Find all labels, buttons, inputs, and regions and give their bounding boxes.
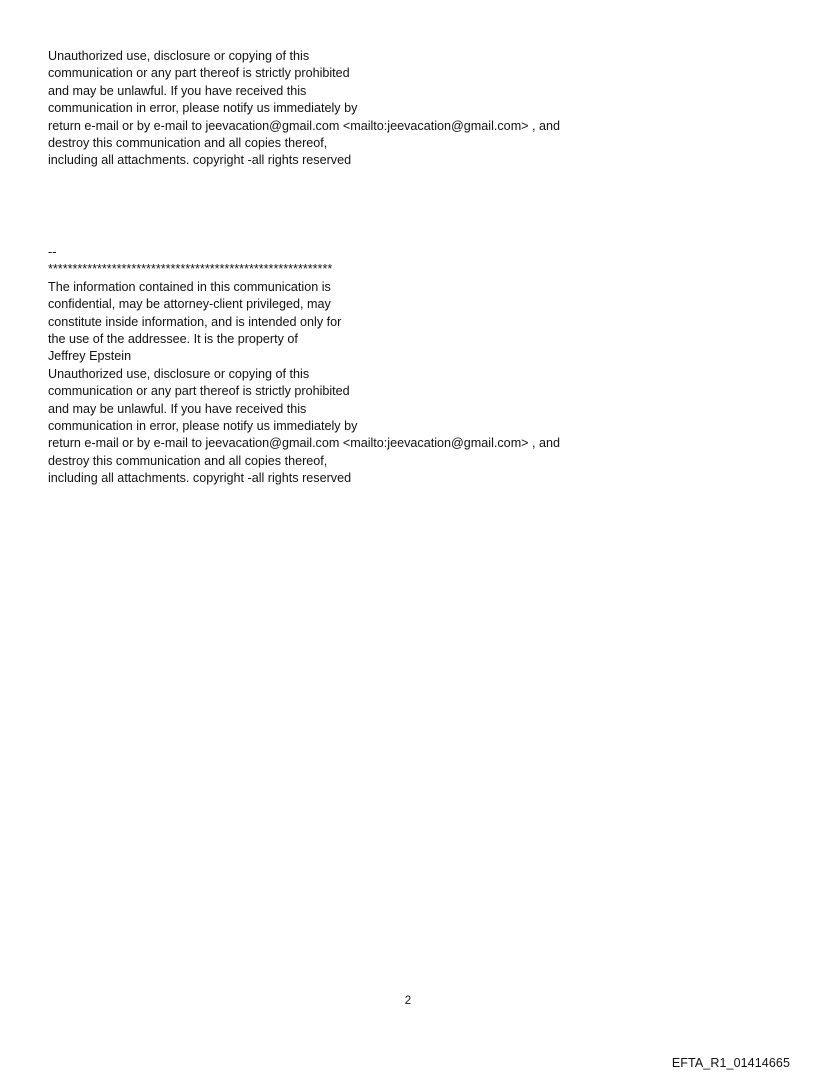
text-line: and may be unlawful. If you have received this bbox=[48, 401, 307, 416]
disclaimer-block-2 bbox=[48, 244, 560, 488]
bates-number: EFTA_R1_01414665 bbox=[671, 1056, 790, 1070]
text-line: including all attachments. copyright -all rights reserved bbox=[48, 471, 352, 486]
text-line: The information contained in this communication is bbox=[48, 279, 331, 294]
disclaimer-block-1 bbox=[48, 48, 560, 170]
text-line: including all attachments. copyright -all rights reserved bbox=[48, 153, 352, 168]
text-line: Unauthorized use, disclosure or copying of this bbox=[48, 366, 310, 381]
text-line: Jeffrey Epstein bbox=[48, 349, 132, 364]
page-number: 2 bbox=[404, 995, 412, 1007]
text-line: communication in error, please notify us immediately by bbox=[48, 419, 358, 434]
text-line: return e-mail or by e-mail to jeevacation@gmail.com <mailto:jeevacation@gmail.com> , and bbox=[48, 436, 561, 451]
text-line: communication or any part thereof is strictly prohibited bbox=[48, 66, 350, 81]
text-line: communication or any part thereof is strictly prohibited bbox=[48, 384, 350, 399]
separator-dashes: -- bbox=[48, 245, 57, 259]
text-line: the use of the addressee. It is the property of bbox=[48, 332, 298, 347]
text-line: communication in error, please notify us immediately by bbox=[48, 101, 358, 116]
text-line: return e-mail or by e-mail to jeevacation@gmail.com <mailto:jeevacation@gmail.com> , and bbox=[48, 118, 561, 133]
text-line: constitute inside information, and is intended only for bbox=[48, 314, 342, 329]
text-line: destroy this communication and all copies thereof, bbox=[48, 136, 328, 151]
text-line: destroy this communication and all copies thereof, bbox=[48, 453, 328, 468]
text-line: and may be unlawful. If you have received this bbox=[48, 83, 307, 98]
text-line: confidential, may be attorney-client privileged, may bbox=[48, 297, 331, 312]
separator-asterisks: ********************************************************** bbox=[48, 262, 333, 277]
text-line: Unauthorized use, disclosure or copying of this bbox=[48, 49, 310, 63]
